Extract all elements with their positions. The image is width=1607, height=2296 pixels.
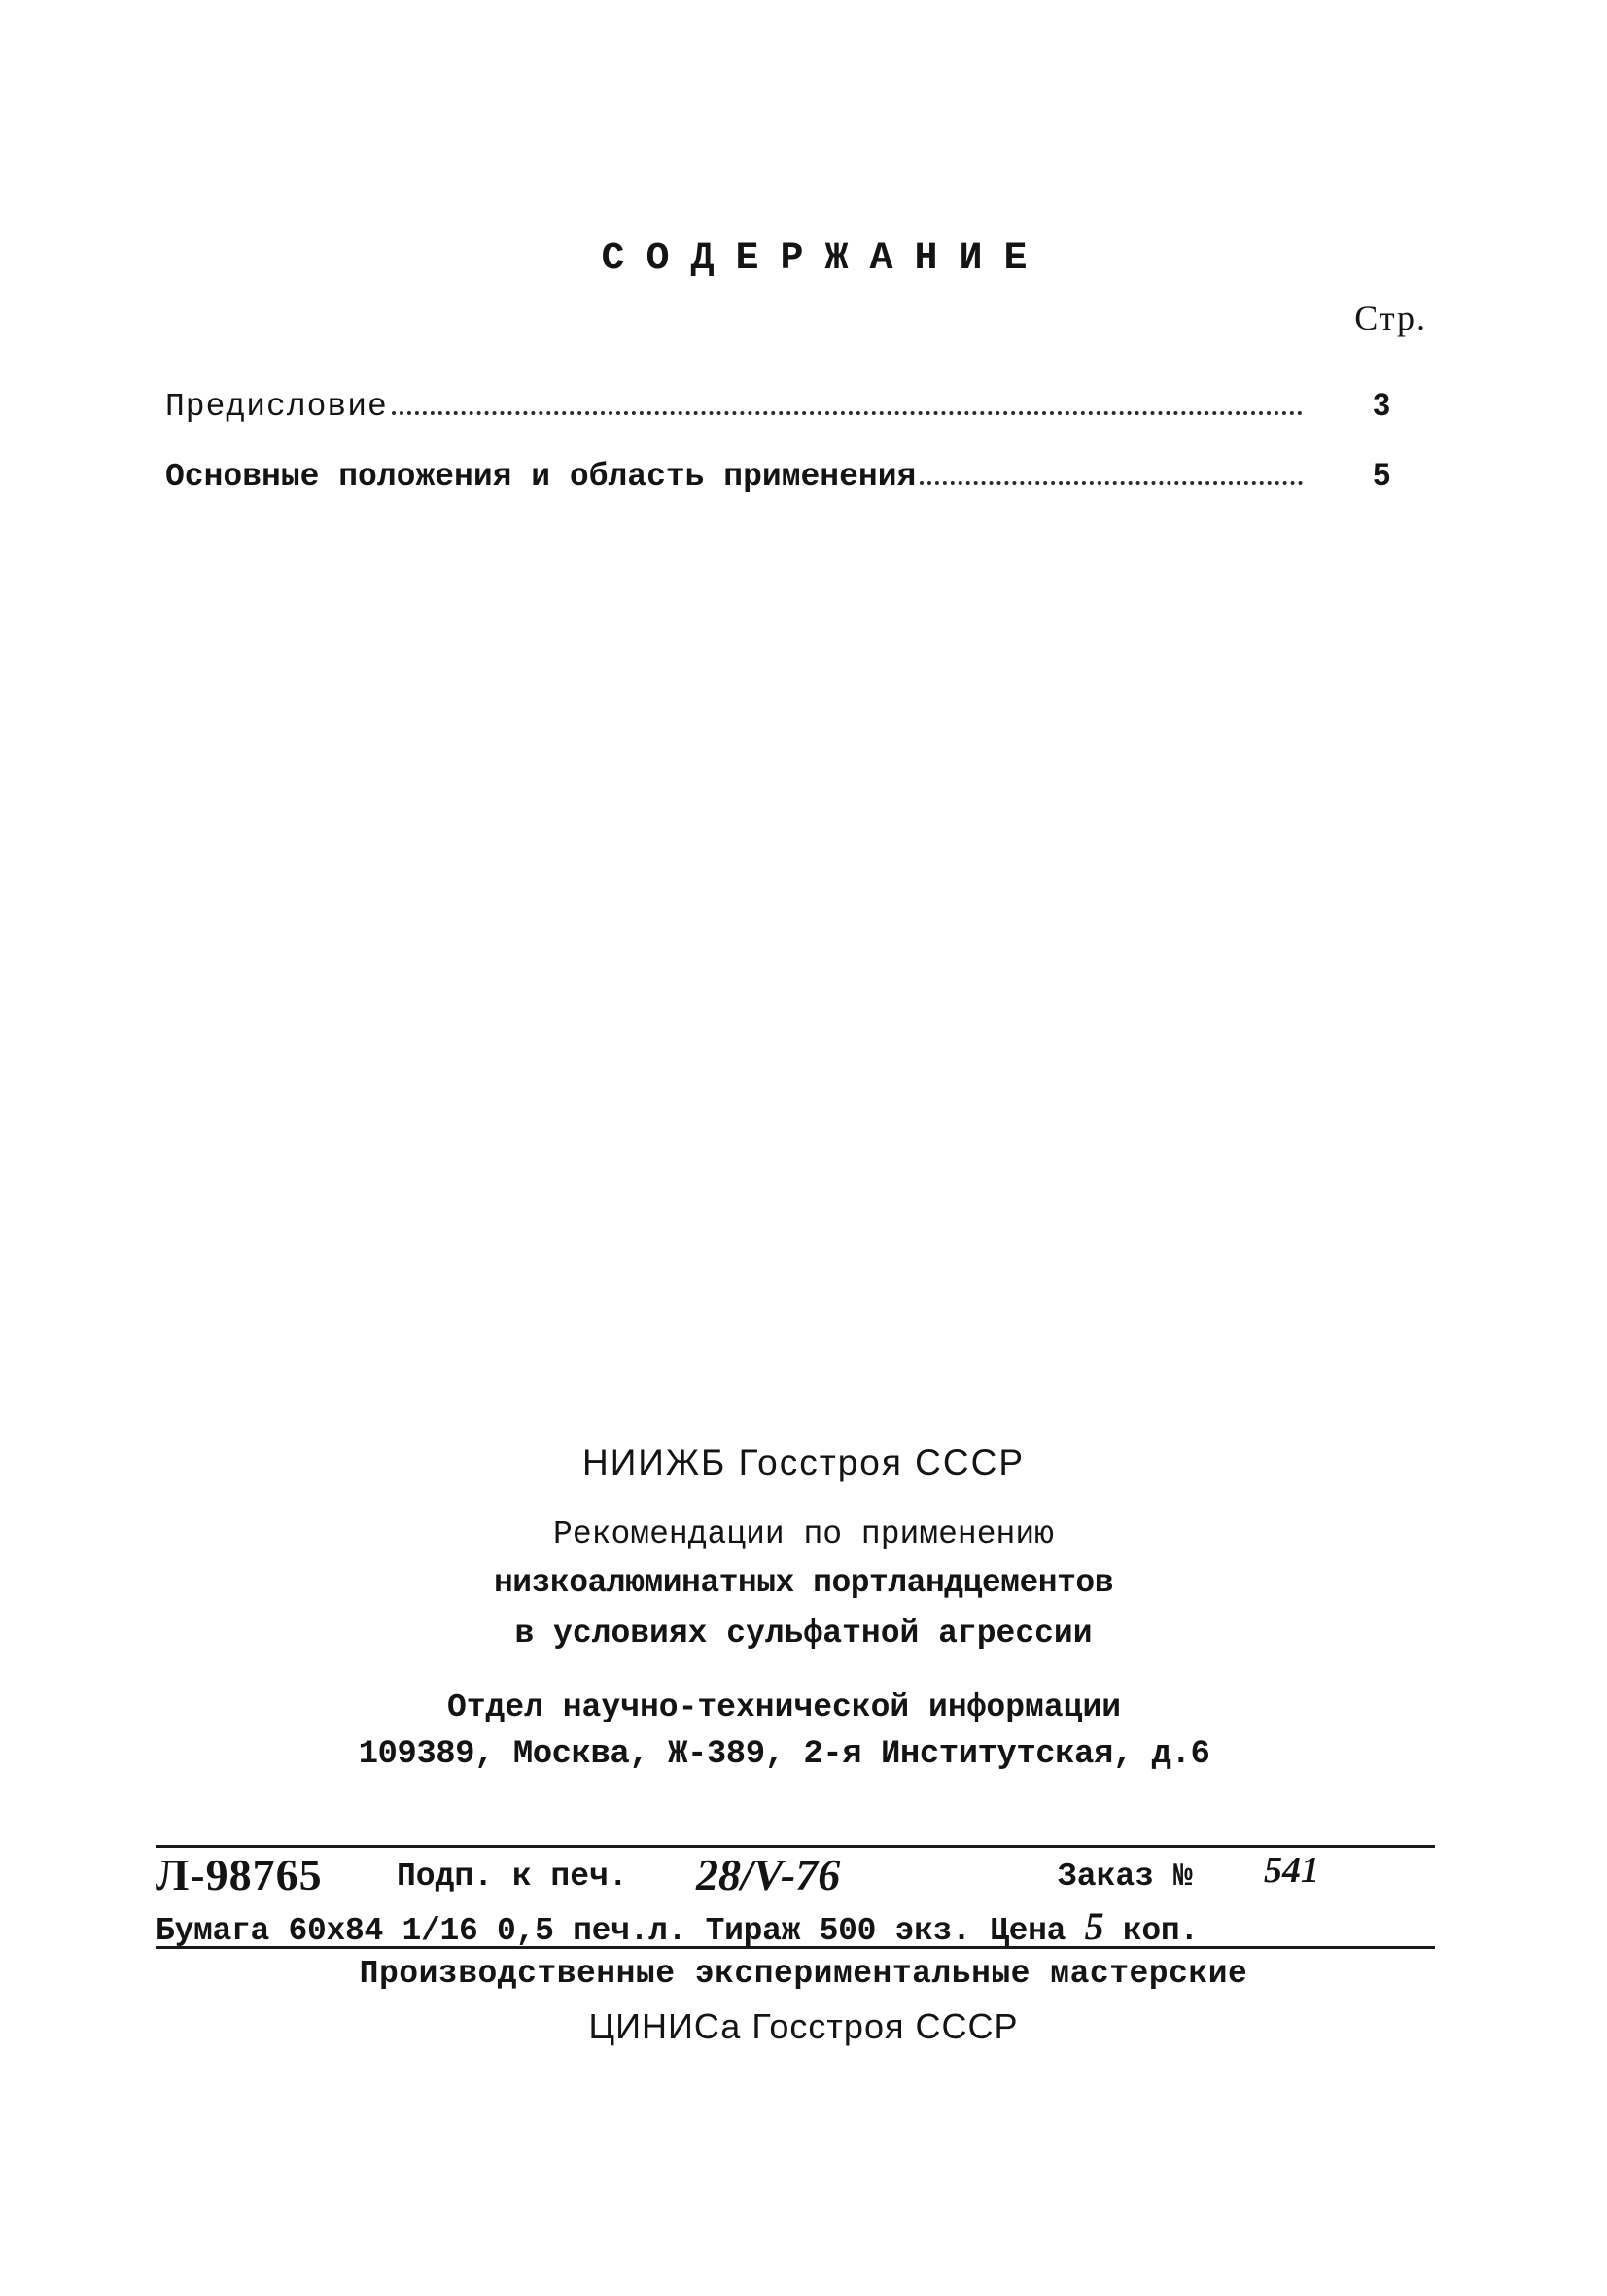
contents-item-page: 5	[1373, 457, 1390, 492]
publication-title-line-3: в условиях сульфатной агрессии	[514, 1616, 1093, 1652]
dot-leader	[392, 411, 1303, 415]
order-number: 541	[1264, 1850, 1319, 1891]
contents-item-preface	[165, 387, 1390, 457]
signed-to-print-date: 28/V-76	[696, 1850, 841, 1899]
paper-details: Бумага 60х84 1/16 0,5 печ.л. Тираж 500 экз. Цена	[156, 1913, 1066, 1949]
divider-top	[156, 1845, 1435, 1848]
publication-title-line-2: низкоалюминатных портландцементов	[493, 1565, 1113, 1601]
signed-to-print-label: Подп. к печ.	[397, 1859, 628, 1895]
dot-leader	[920, 481, 1303, 485]
producer-line-2: ЦИНИСа Госстроя СССР	[588, 2006, 1019, 2046]
contents-item-title: Предисловие	[165, 389, 388, 425]
order-label: Заказ №	[1058, 1859, 1193, 1895]
publisher-address: 109389, Москва, Ж-389, 2-я Институтская, д.6	[358, 1736, 1210, 1773]
printing-details-row	[156, 1849, 1435, 1897]
price-value: 5	[1084, 1904, 1104, 1948]
contents-heading: СОДЕРЖАНИЕ	[601, 237, 1049, 281]
paper-details-row	[156, 1903, 1435, 1949]
page-column-header: Стр.	[1354, 298, 1427, 337]
contents-item-main-provisions	[165, 457, 1390, 527]
license-number: Л-98765	[156, 1850, 323, 1899]
contents-item-page: 3	[1373, 387, 1390, 422]
contents-list	[165, 387, 1390, 527]
publisher-department: Отдел научно-технической информации	[446, 1689, 1122, 1725]
contents-item-title: Основные положения и область применения	[165, 459, 917, 495]
publisher-organization: НИИЖБ Госстроя СССР	[581, 1443, 1026, 1482]
publication-title-line-1: Рекомендации по применению	[553, 1516, 1054, 1552]
divider-bottom	[156, 1946, 1435, 1949]
producer-line-1: Производственные экспериментальные мастерские	[359, 1956, 1248, 1992]
price-unit: коп.	[1122, 1913, 1199, 1949]
